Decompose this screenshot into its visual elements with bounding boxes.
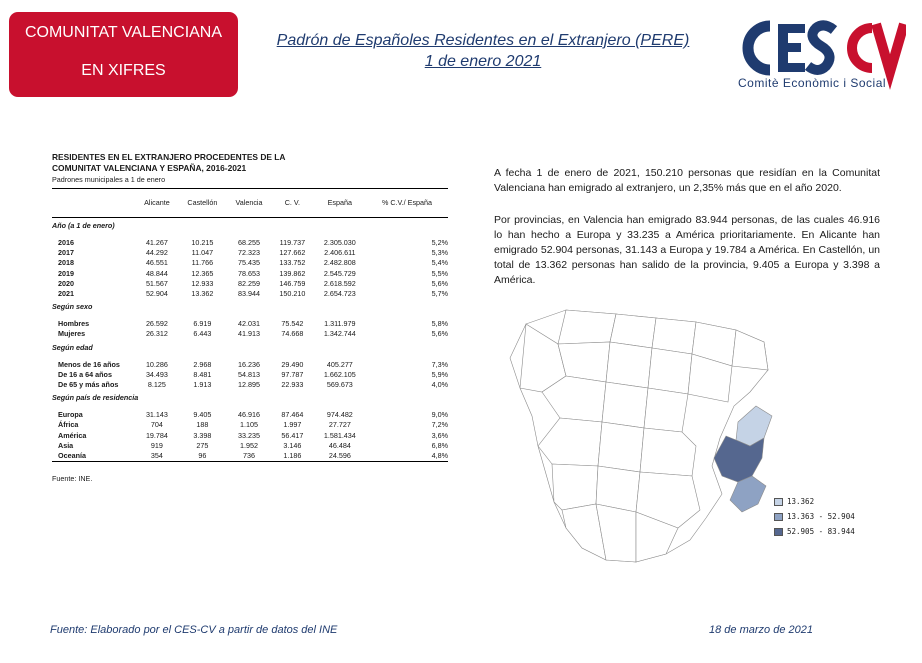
legend-item-low <box>774 494 855 509</box>
provinces-paragraph: Por provincias, en Valencia han emigrado 83.944 personas, de las cuales 46.916 lo han hecho a Europa y 33.235 a América prioritariamente. En Alicante han emigrado 52.904 personas, 31.143 a Europa y 19.784 a América. En Castellón, un total de 13.362 personas han salido de la provincia, 9.405 a Europa y 3.398 a América. <box>494 214 880 286</box>
table-cell: 74.668 <box>281 329 304 339</box>
table-cell: 8.481 <box>193 369 212 379</box>
residents-table <box>52 189 448 463</box>
table-cell: 569.673 <box>326 380 353 390</box>
table-row <box>52 258 448 268</box>
table-cell: 96 <box>198 451 207 461</box>
table-cell: 133.752 <box>279 258 306 268</box>
table-cell: 1.581.434 <box>323 430 356 440</box>
section-heading: Según edad <box>52 342 93 352</box>
legend-swatch-mid <box>774 513 783 521</box>
table-cell: 354 <box>150 451 163 461</box>
table-cell: 5,5% <box>431 268 448 278</box>
table-title-line1: RESIDENTES EN EL EXTRANJERO PROCEDENTES DE LA <box>52 152 286 162</box>
table-cell: 5,6% <box>431 329 448 339</box>
legend-label-mid: 13.363 - 52.904 <box>787 512 855 521</box>
table-cell: 275 <box>196 440 209 450</box>
table-cell: 11.766 <box>191 258 214 268</box>
table-cell: 119.737 <box>279 238 306 247</box>
region-badge <box>9 12 238 97</box>
row-label: Mujeres <box>58 329 86 339</box>
badge-line2: EN XIFRES <box>81 62 166 79</box>
table-cell: 24.596 <box>328 451 351 461</box>
table-cell: 12.933 <box>191 278 214 288</box>
table-cell: 16.236 <box>238 359 260 369</box>
row-label: Menos de 16 años <box>58 359 120 369</box>
table-subtitle: Padrones municipales a 1 de enero <box>52 175 166 184</box>
table-cell: 27.727 <box>328 420 351 430</box>
document-title-line2: 1 de enero 2021 <box>424 53 542 70</box>
table-cell: 1.105 <box>240 420 259 430</box>
castellon-province <box>736 406 772 446</box>
table-cell: 7,2% <box>431 420 448 430</box>
legend-swatch-low <box>774 498 783 506</box>
legend-item-high <box>774 524 855 539</box>
column-header: España <box>327 198 353 208</box>
table-cell: 2.654.723 <box>323 289 356 299</box>
table-cell: 3.146 <box>283 440 302 450</box>
table-cell: 1.662.105 <box>323 369 356 379</box>
row-label: 2018 <box>58 258 74 268</box>
table-cell: 78.653 <box>238 268 260 278</box>
table-cell: 26.592 <box>145 319 168 329</box>
valencia-province <box>714 436 764 482</box>
table-cell: 19.784 <box>145 430 168 440</box>
table-cell: 919 <box>150 440 163 450</box>
table-cell: 1.342.744 <box>323 329 356 339</box>
row-label: De 65 y más años <box>58 380 119 390</box>
table-cell: 52.904 <box>145 289 168 299</box>
table-cell: 5,6% <box>431 278 448 288</box>
table-cell: 6,8% <box>431 440 448 450</box>
table-row <box>52 269 448 279</box>
table-cell: 54.813 <box>238 369 260 379</box>
table-cell: 56.417 <box>281 430 304 440</box>
row-label: Hombres <box>58 319 90 329</box>
alicante-province <box>730 476 766 512</box>
table-row <box>52 380 448 390</box>
table-cell: 75.542 <box>281 319 304 329</box>
table-cell: 11.047 <box>191 248 214 258</box>
table-cell: 72.323 <box>238 248 260 258</box>
table-cell: 12.895 <box>238 380 260 390</box>
table-cell: 5,4% <box>431 258 448 268</box>
row-label: 2019 <box>58 268 74 278</box>
table-cell: 974.482 <box>326 410 353 420</box>
table-cell: 48.844 <box>145 268 168 278</box>
table-cell: 44.292 <box>145 248 168 258</box>
footer-source: Fuente: Elaborado por el CES-CV a partir de datos del INE <box>50 624 338 636</box>
table-cell: 4,0% <box>431 380 448 390</box>
table-cell: 46.484 <box>328 440 351 450</box>
row-label: 2017 <box>58 248 74 258</box>
document-title <box>260 30 706 72</box>
table-cell: 5,2% <box>431 238 448 247</box>
table-cell: 33.235 <box>238 430 260 440</box>
table-cell: 1.913 <box>193 380 212 390</box>
table-cell: 26.312 <box>145 329 168 339</box>
section-heading: Año (a 1 de enero) <box>52 221 115 230</box>
table-row <box>52 248 448 258</box>
column-header: Castellón <box>187 198 218 208</box>
table-cell: 51.567 <box>145 278 168 288</box>
table-row <box>52 451 448 462</box>
table-row <box>52 289 448 299</box>
footer-date: 18 de marzo de 2021 <box>709 624 813 636</box>
map-legend <box>774 494 855 539</box>
column-header: C. V. <box>284 198 301 208</box>
table-cell: 188 <box>196 420 209 430</box>
table-cell: 83.944 <box>238 289 260 299</box>
table-row <box>52 420 448 430</box>
table-title-line2: COMUNITAT VALENCIANA Y ESPAÑA, 2016-2021 <box>52 163 247 173</box>
table-cell: 82.259 <box>238 278 260 288</box>
table-cell: 1.186 <box>283 451 302 461</box>
table-header-row <box>52 189 448 217</box>
table-cell: 3,6% <box>431 430 448 440</box>
table-cell: 127.662 <box>279 248 306 258</box>
table-cell: 2.968 <box>193 359 212 369</box>
column-header: Alicante <box>144 198 170 208</box>
table-row <box>52 370 448 380</box>
table-cell: 2.482.808 <box>323 258 356 268</box>
table-cell: 13.362 <box>191 289 214 299</box>
document-title-line1: Padrón de Españoles Residentes en el Extranjero (PERE) <box>276 32 690 49</box>
table-cell: 1.311.979 <box>324 319 356 329</box>
table-cell: 3.398 <box>193 430 212 440</box>
table-row <box>52 441 448 451</box>
row-label: Asia <box>58 440 74 450</box>
table-cell: 146.759 <box>279 278 306 288</box>
section-heading: Según país de residencia <box>52 393 139 403</box>
row-label: América <box>58 430 87 440</box>
table-source: Fuente: INE. <box>52 473 93 483</box>
legend-item-mid <box>774 509 855 524</box>
table-cell: 8.125 <box>147 380 166 390</box>
table-row <box>52 238 448 248</box>
intro-paragraph: A fecha 1 de enero de 2021, 150.210 personas que residían en la Comunitat Valenciana han emigrado al extranjero, un 2,35% más que en el año 2020. <box>494 167 880 194</box>
table-cell: 7,3% <box>431 359 448 369</box>
spain-provinces-map <box>506 296 816 579</box>
table-cell: 2.406.611 <box>324 248 356 258</box>
table-cell: 736 <box>243 451 256 461</box>
table-row <box>52 319 448 329</box>
table-cell: 1.952 <box>240 440 259 450</box>
legend-swatch-high <box>774 528 783 536</box>
column-header: Valencia <box>235 198 263 208</box>
table-cell: 46.551 <box>145 258 168 268</box>
table-cell: 34.493 <box>145 369 168 379</box>
table-cell: 9.405 <box>193 410 212 420</box>
table-cell: 1.997 <box>283 420 302 430</box>
table-row <box>52 279 448 289</box>
table-cell: 97.787 <box>281 369 304 379</box>
legend-label-high: 52.905 - 83.944 <box>787 527 855 536</box>
column-header: % C.V./ España <box>381 198 433 208</box>
table-cell: 405.277 <box>326 359 353 369</box>
table-cell: 31.143 <box>145 410 168 420</box>
table-cell: 2.618.592 <box>323 278 356 288</box>
logo-caption: Comitè Econòmic i Social <box>738 76 887 90</box>
table-cell: 2.305.030 <box>323 238 356 247</box>
table-cell: 2.545.729 <box>323 268 356 278</box>
table-cell: 5,8% <box>431 319 448 329</box>
table-cell: 5,7% <box>431 289 448 299</box>
row-label: Europa <box>58 410 83 420</box>
table-cell: 87.464 <box>281 410 304 420</box>
row-label: 2020 <box>58 278 74 288</box>
table-cell: 10.215 <box>191 238 214 247</box>
table-cell: 10.286 <box>145 359 168 369</box>
row-label: De 16 a 64 años <box>58 369 112 379</box>
table-cell: 68.255 <box>238 238 260 247</box>
table-row <box>52 410 448 420</box>
table-cell: 22.933 <box>281 380 304 390</box>
table-cell: 41.267 <box>145 238 168 247</box>
table-cell: 6.443 <box>193 329 212 339</box>
table-cell: 4,8% <box>431 451 448 461</box>
residents-table-block <box>52 152 448 483</box>
table-cell: 46.916 <box>238 410 260 420</box>
table-cell: 75.435 <box>238 258 260 268</box>
row-label: Oceanía <box>58 451 86 461</box>
table-cell: 12.365 <box>191 268 214 278</box>
table-cell: 29.490 <box>281 359 304 369</box>
table-cell: 5,3% <box>431 248 448 258</box>
row-label: África <box>58 420 79 430</box>
table-cell: 5,9% <box>431 369 448 379</box>
table-cell: 6.919 <box>193 319 212 329</box>
section-heading: Según sexo <box>52 302 93 312</box>
badge-line1: COMUNITAT VALENCIANA <box>24 24 223 41</box>
table-cell: 150.210 <box>279 289 306 299</box>
table-row <box>52 431 448 441</box>
table-row <box>52 360 448 370</box>
table-cell: 139.862 <box>279 268 306 278</box>
table-cell: 9,0% <box>431 410 448 420</box>
row-label: 2016 <box>58 238 74 247</box>
other-provinces <box>510 310 768 562</box>
table-cell: 42.031 <box>238 319 260 329</box>
table-cell: 704 <box>150 420 163 430</box>
table-cell: 41.913 <box>238 329 260 339</box>
table-row <box>52 329 448 339</box>
row-label: 2021 <box>58 289 74 299</box>
legend-label-low: 13.362 <box>787 497 815 506</box>
